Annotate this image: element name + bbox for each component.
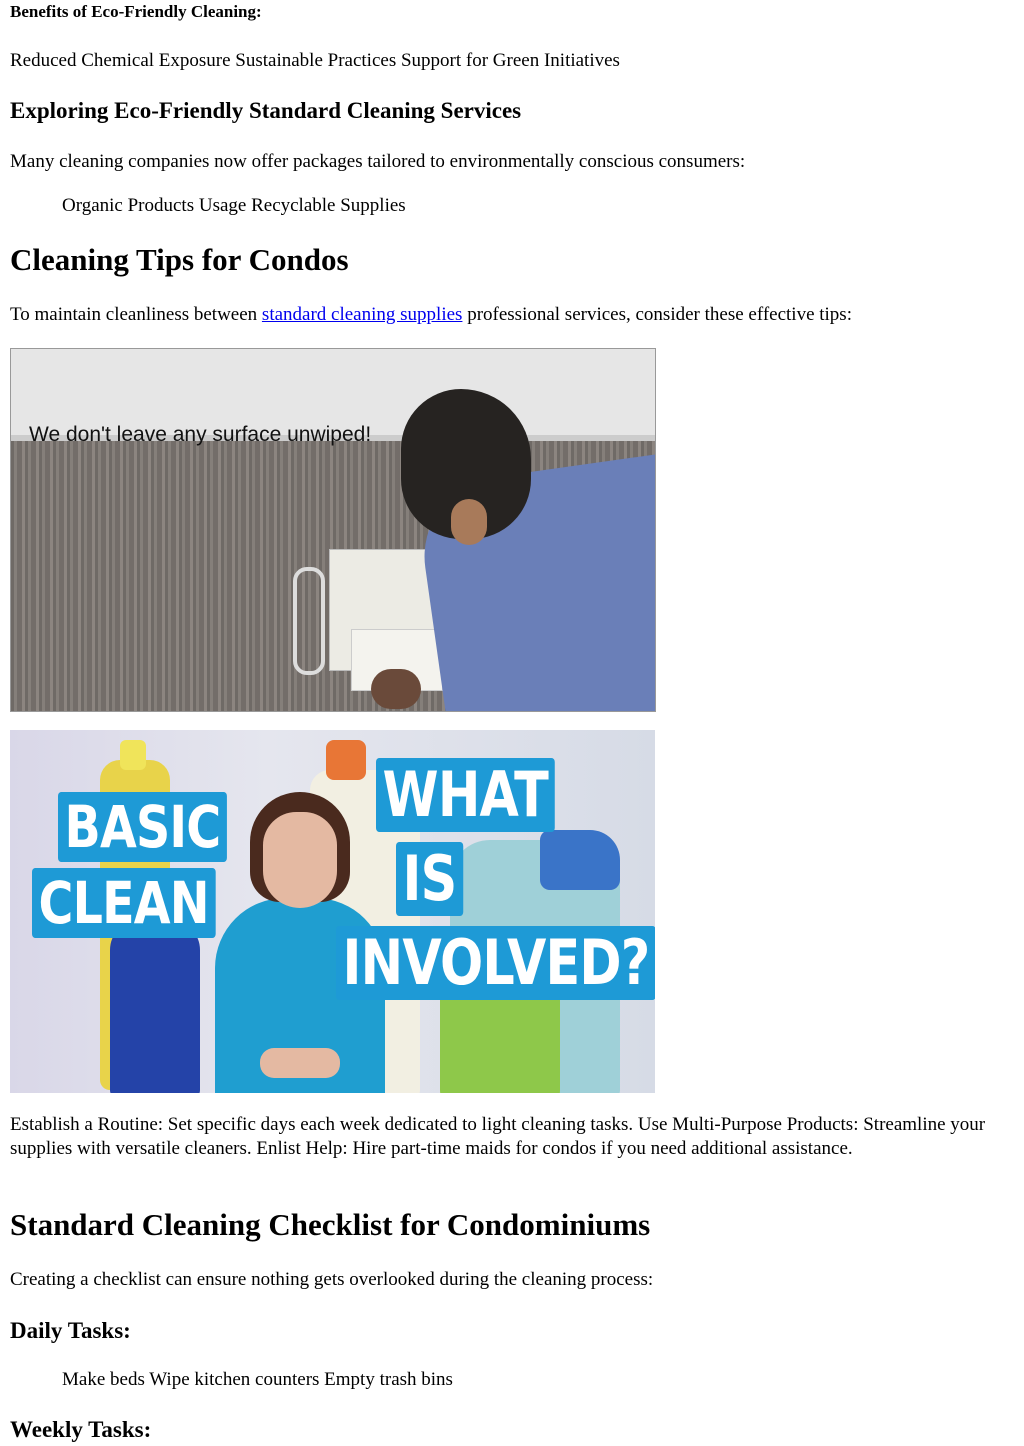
tips-intro [10, 304, 852, 326]
blue-bottle [110, 920, 200, 1093]
exploring-list: Organic Products Usage Recyclable Supplies [62, 195, 406, 216]
benefits-heading: Benefits of Eco-Friendly Cleaning: [10, 2, 262, 21]
presenter-face [263, 812, 337, 908]
exploring-heading: Exploring Eco-Friendly Standard Cleaning Services [10, 98, 522, 123]
benefits-list: Reduced Chemical Exposure Sustainable Practices Support for Green Initiatives [10, 50, 620, 71]
basic-clean-video-thumbnail [10, 730, 655, 1093]
checklist-heading: Standard Cleaning Checklist for Condominiums [10, 1207, 651, 1242]
spray-trigger [540, 830, 620, 890]
tips-paragraph: Establish a Routine: Set specific days each week dedicated to light cleaning tasks. Use Multi-Purpose Products: Streamline your supplies with versatile cleaners. Enlist Help: Hire part-time maids for condos if you need additional assistance. [10, 1114, 986, 1159]
presenter-hands [260, 1048, 340, 1078]
weekly-tasks-heading: Weekly Tasks: [10, 1417, 152, 1442]
cleaner-ear [451, 499, 487, 545]
tips-heading: Cleaning Tips for Condos [10, 242, 349, 277]
cleaner-wiping-cabinet-image [10, 348, 656, 712]
daily-tasks-list: Make beds Wipe kitchen counters Empty trash bins [62, 1369, 453, 1390]
thumbnail-word-basic: BASIC [58, 792, 227, 862]
image-caption: We don't leave any surface unwiped! [29, 423, 372, 446]
thumbnail-word-involved: INVOLVED? [336, 926, 655, 1000]
daily-tasks-heading: Daily Tasks: [10, 1318, 131, 1343]
cabinet-handle [293, 567, 325, 675]
tips-intro-before: To maintain cleanliness between [10, 304, 262, 325]
checklist-intro: Creating a checklist can ensure nothing gets overlooked during the cleaning process: [10, 1269, 654, 1290]
tips-intro-after: professional services, consider these effective tips: [462, 304, 852, 325]
standard-cleaning-supplies-link[interactable]: standard cleaning supplies [261, 304, 463, 325]
exploring-intro: Many cleaning companies now offer packages tailored to environmentally conscious consumers: [10, 151, 746, 172]
thumbnail-word-clean: CLEAN [32, 868, 215, 938]
thumbnail-word-is: IS [396, 842, 463, 916]
thumbnail-word-what: WHAT [376, 758, 555, 832]
orange-cap [326, 740, 366, 780]
yellow-bottle-cap [120, 740, 146, 770]
cleaner-hand [371, 669, 421, 709]
